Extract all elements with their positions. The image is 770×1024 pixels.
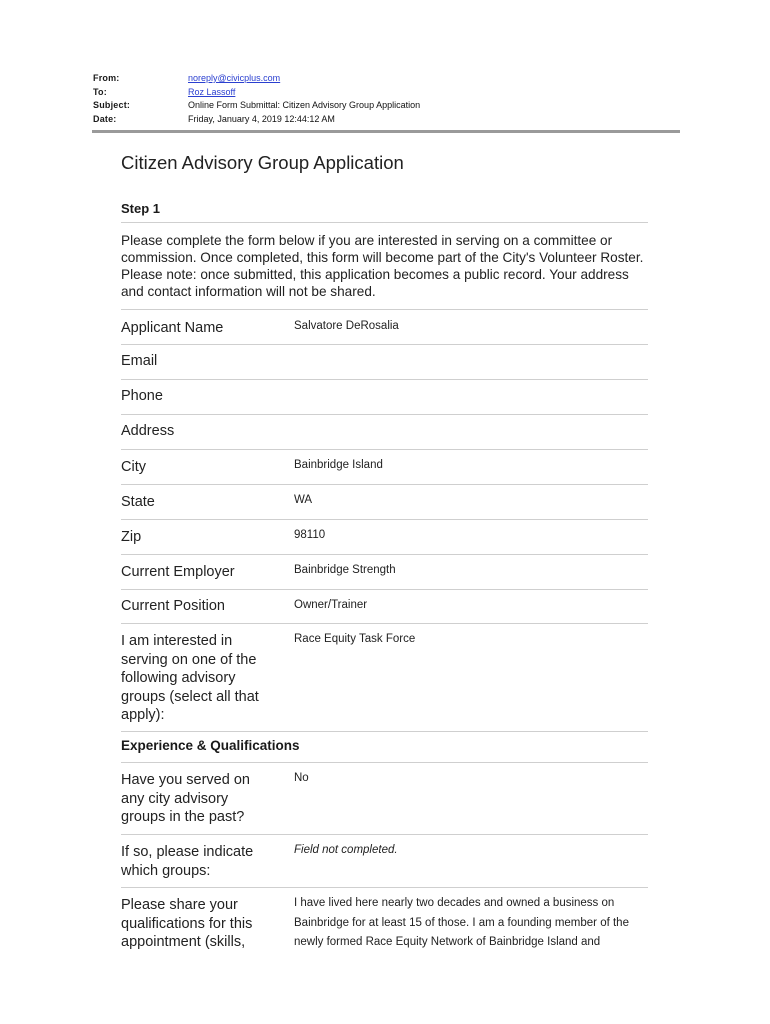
subject-row: [93, 99, 683, 113]
date-label: Date:: [93, 113, 117, 124]
field-label: I am interested in serving on one of the following advisory groups (select all that apply):: [121, 633, 259, 723]
field-label: If so, please indicate which groups:: [121, 844, 254, 879]
field-row: [121, 554, 648, 589]
date-row: [93, 113, 683, 127]
field-value: [294, 387, 648, 414]
field-value: Owner/Trainer: [294, 599, 368, 611]
section-heading: Experience & Qualifications: [121, 731, 648, 762]
field-label: State: [121, 494, 155, 510]
field-row: [121, 309, 648, 344]
intro-text: Please complete the form below if you are interested in serving on a committee or commission. Once completed, this form will become part of the City's Volunteer Roster. Please note: once submitted, this application becomes a public record. Your address and contact information will not be shared.: [121, 233, 644, 299]
field-row: [121, 449, 648, 484]
field-label: Current Position: [121, 598, 225, 614]
step-heading: Step 1: [121, 201, 161, 216]
field-label: City: [121, 459, 146, 475]
field-label: Applicant Name: [121, 320, 224, 336]
email-header: [93, 72, 683, 126]
field-value: Field not completed.: [294, 844, 398, 856]
field-row: [121, 623, 648, 731]
field-value: [294, 352, 648, 379]
to-row: [93, 86, 683, 100]
subject-value: Online Form Submittal: Citizen Advisory Group Application: [188, 100, 421, 110]
field-value: I have lived here nearly two decades and owned a business on Bainbridge for at least 15 of those. I am a founding member of the newly formed Race Equity Network of Bainbridge Island and: [294, 897, 629, 948]
field-row: [121, 379, 648, 414]
from-row: [93, 72, 683, 86]
field-value: WA: [294, 494, 313, 506]
date-value: Friday, January 4, 2019 12:44:12 AM: [188, 113, 335, 124]
from-email-link[interactable]: noreply@civicplus.com: [188, 73, 281, 83]
field-value: [294, 422, 648, 449]
field-row: [121, 519, 648, 554]
field-row: [121, 887, 648, 961]
field-row: [121, 344, 648, 379]
field-value: Bainbridge Island: [294, 459, 383, 471]
subject-label: Subject:: [93, 100, 131, 110]
field-row: [121, 589, 648, 623]
field-label: Zip: [121, 529, 142, 545]
field-label: Please share your qualifications for this appointment (skills,: [121, 897, 253, 950]
form-body: [121, 150, 648, 961]
field-label: Email: [121, 353, 158, 369]
field-row: [121, 834, 648, 887]
field-label: Current Employer: [121, 564, 235, 580]
field-value: Bainbridge Strength: [294, 564, 396, 576]
to-recipient-link[interactable]: Roz Lassoff: [188, 86, 236, 97]
field-value: No: [294, 772, 309, 784]
field-label: Phone: [121, 388, 163, 404]
form-title: Citizen Advisory Group Application: [121, 152, 404, 173]
field-value: Race Equity Task Force: [294, 633, 416, 645]
field-value: Salvatore DeRosalia: [294, 320, 399, 332]
to-label: To:: [93, 86, 107, 97]
field-label: Address: [121, 423, 175, 439]
field-row: [121, 484, 648, 519]
field-row: [121, 762, 648, 834]
field-row: [121, 414, 648, 449]
header-divider: [92, 130, 680, 133]
from-label: From:: [93, 73, 120, 83]
field-value: 98110: [294, 529, 326, 541]
field-label: Have you served on any city advisory groups in the past?: [121, 772, 250, 825]
